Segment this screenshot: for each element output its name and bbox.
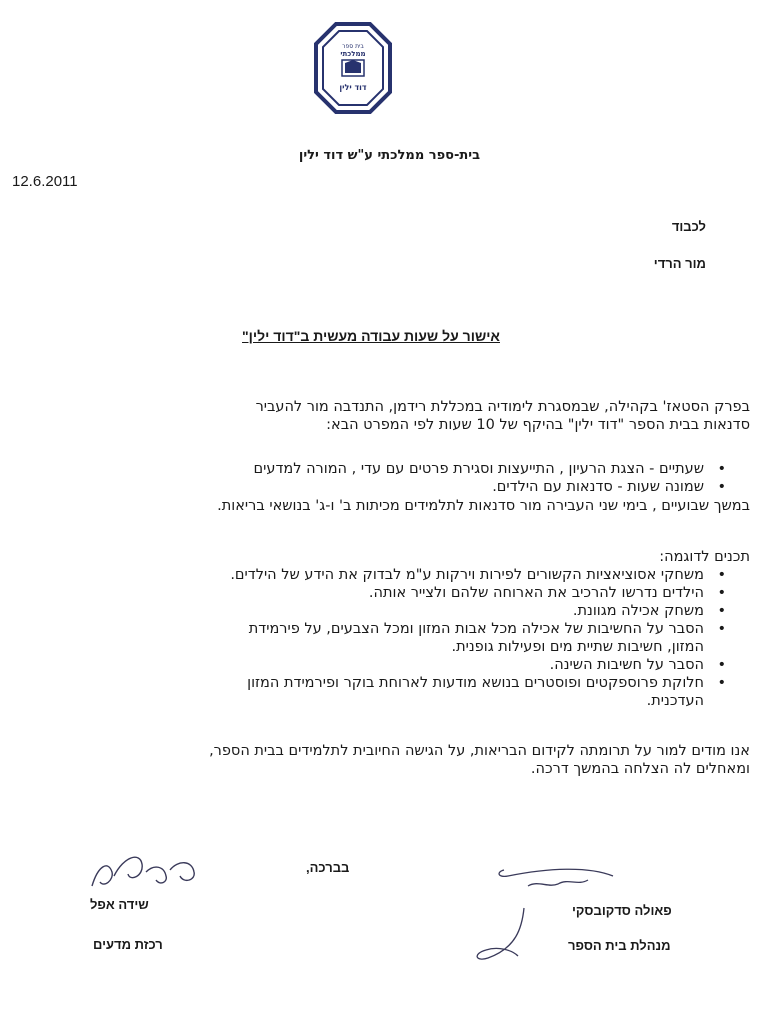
to-label: לכבוד — [671, 219, 706, 234]
svg-text:דוד ילין: דוד ילין — [339, 83, 367, 92]
example-item: • הסבר על החשיבות של אכילה מכל אבות המזון ומכל הצבעים, על פירמידת המזון, חשיבות שתיית מים ופעילות גופנית. — [50, 620, 704, 656]
intro-line: בפרק הסטאז' בקהילה, שבמסגרת לימודיה במכללת רידמן, התנדבה מור להעביר — [255, 399, 750, 415]
thanks-line: ומאחלים לה הצלחה בהמשך דרכה. — [530, 761, 750, 777]
example-item: • משחק אכילה מגוונת. — [50, 602, 704, 620]
signatory-right-name: פאולה סדקובסקי — [572, 903, 672, 918]
intro-paragraph — [50, 398, 750, 434]
signatory-right-role: מנהלת בית הספר — [568, 938, 671, 953]
school-name: בית-ספר ממלכתי ע"ש דוד ילין — [298, 148, 480, 163]
schedule-summary: במשך שבועיים , בימי שני העבירה מור סדנאות לתלמידים מכיתות ב' ו-ג' בנושאי בריאות. — [217, 498, 750, 514]
example-item: • הסבר על חשיבות השינה. — [50, 656, 704, 674]
greeting: בברכה, — [306, 860, 350, 875]
example-item: • הילדים נדרשו להרכיב את הארוחה שלהם ולצייר אותה. — [50, 584, 704, 602]
recipient-name: מור הרדי — [653, 256, 706, 271]
school-emblem-icon — [314, 22, 392, 114]
schedule-item: • שמונה שעות - סדנאות עם הילדים. — [50, 478, 704, 496]
svg-text:בית ספר: בית ספר — [342, 43, 364, 50]
examples-label: תכנים לדוגמה: — [659, 549, 750, 565]
letter-title: אישור על שעות עבודה מעשית ב"דוד ילין" — [242, 328, 500, 344]
example-item: • חלוקת פרוספקטים ופוסטרים בנושא מודעות לארוחת בוקר ופירמידת המזון העדכנית. — [50, 674, 704, 710]
examples-list — [50, 566, 750, 710]
schedule-list — [50, 460, 750, 496]
thanks-line: אנו מודים למור על תרומתה לקידום הבריאות, על הגישה החיובית לתלמידים בבית הספר, — [209, 743, 750, 759]
signatory-left-name: שידה אפל — [90, 897, 149, 912]
signature-left-scribble — [84, 846, 204, 896]
signatory-left-role: רכזת מדעים — [93, 937, 163, 952]
schedule-item: • שעתיים - הצגת הרעיון , התייעצות וסגירת פרטים עם עדי , המורה למדעים — [50, 460, 704, 478]
example-item: • משחקי אסוציאציות הקשורים לפירות וירקות ע"מ לבדוק את הידע של הילדים. — [50, 566, 704, 584]
thanks-paragraph — [50, 742, 750, 778]
intro-line: סדנאות בבית הספר "דוד ילין" בהיקף של 10 שעות לפי המפרט הבא: — [326, 417, 750, 433]
svg-text:ממלכתי: ממלכתי — [340, 50, 366, 58]
letter-date: 12.6.2011 — [12, 173, 78, 190]
